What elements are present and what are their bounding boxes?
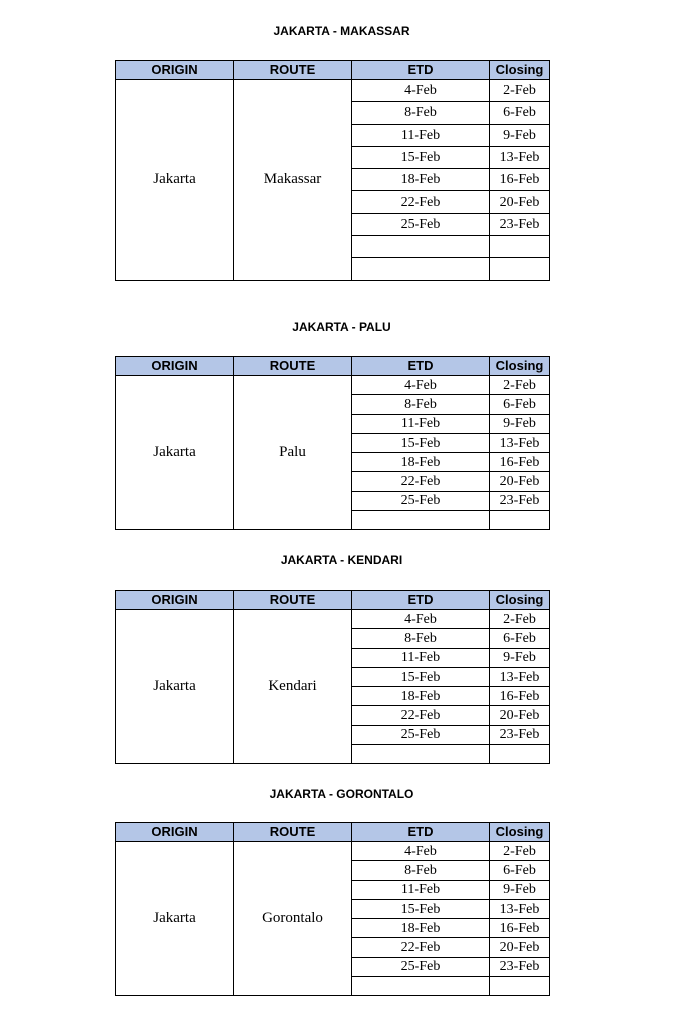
closing-cell: 20-Feb [490, 472, 550, 491]
section-title: JAKARTA - PALU [292, 320, 391, 334]
origin-cell: Jakarta [116, 80, 234, 281]
etd-cell: 25-Feb [352, 957, 490, 976]
closing-cell: 16-Feb [490, 919, 550, 938]
closing-cell: 6-Feb [490, 395, 550, 414]
etd-cell: 15-Feb [352, 667, 490, 686]
etd-cell [352, 745, 490, 764]
etd-cell: 4-Feb [352, 376, 490, 395]
etd-header: ETD [352, 823, 490, 842]
etd-cell: 8-Feb [352, 102, 490, 124]
etd-cell: 18-Feb [352, 169, 490, 191]
etd-cell: 8-Feb [352, 395, 490, 414]
closing-cell: 13-Feb [490, 146, 550, 168]
closing-cell: 20-Feb [490, 706, 550, 725]
closing-cell: 9-Feb [490, 414, 550, 433]
closing-cell: 20-Feb [490, 938, 550, 957]
etd-cell: 15-Feb [352, 899, 490, 918]
etd-cell: 18-Feb [352, 687, 490, 706]
closing-header: Closing [490, 357, 550, 376]
schedule-row [116, 80, 550, 102]
header-row [116, 823, 550, 842]
route-header: ROUTE [234, 823, 352, 842]
etd-cell: 8-Feb [352, 629, 490, 648]
schedule-table [115, 822, 550, 996]
schedule-table [115, 60, 550, 281]
etd-header: ETD [352, 61, 490, 80]
etd-cell: 11-Feb [352, 648, 490, 667]
schedule-table [115, 356, 550, 530]
route-header: ROUTE [234, 61, 352, 80]
closing-cell: 23-Feb [490, 491, 550, 510]
section-title: JAKARTA - GORONTALO [269, 787, 414, 801]
closing-cell: 9-Feb [490, 880, 550, 899]
route-cell: Makassar [234, 80, 352, 281]
closing-cell: 6-Feb [490, 629, 550, 648]
route-header: ROUTE [234, 357, 352, 376]
closing-cell: 6-Feb [490, 102, 550, 124]
etd-cell: 18-Feb [352, 453, 490, 472]
closing-cell [490, 511, 550, 530]
header-row [116, 357, 550, 376]
closing-cell: 20-Feb [490, 191, 550, 213]
closing-cell: 23-Feb [490, 213, 550, 235]
closing-header: Closing [490, 61, 550, 80]
etd-cell: 18-Feb [352, 919, 490, 938]
closing-cell: 13-Feb [490, 433, 550, 452]
etd-header: ETD [352, 357, 490, 376]
section-title: JAKARTA - MAKASSAR [273, 24, 410, 38]
schedule-table [115, 590, 550, 764]
closing-cell: 9-Feb [490, 124, 550, 146]
etd-cell [352, 977, 490, 996]
closing-cell [490, 977, 550, 996]
etd-cell [352, 511, 490, 530]
closing-cell: 16-Feb [490, 453, 550, 472]
schedule-row [116, 842, 550, 861]
etd-cell: 4-Feb [352, 610, 490, 629]
section-title: JAKARTA - KENDARI [280, 553, 403, 567]
closing-cell: 9-Feb [490, 648, 550, 667]
route-header: ROUTE [234, 591, 352, 610]
header-row [116, 591, 550, 610]
origin-cell: Jakarta [116, 610, 234, 764]
closing-cell: 13-Feb [490, 899, 550, 918]
route-cell: Palu [234, 376, 352, 530]
etd-cell [352, 258, 490, 280]
closing-cell [490, 745, 550, 764]
etd-cell: 15-Feb [352, 433, 490, 452]
route-cell: Gorontalo [234, 842, 352, 996]
etd-cell: 15-Feb [352, 146, 490, 168]
closing-header: Closing [490, 823, 550, 842]
header-row [116, 61, 550, 80]
etd-cell: 11-Feb [352, 880, 490, 899]
origin-cell: Jakarta [116, 376, 234, 530]
etd-cell: 11-Feb [352, 414, 490, 433]
closing-cell: 13-Feb [490, 667, 550, 686]
etd-cell: 22-Feb [352, 472, 490, 491]
origin-header: ORIGIN [116, 823, 234, 842]
closing-cell: 2-Feb [490, 610, 550, 629]
closing-cell: 16-Feb [490, 169, 550, 191]
closing-cell: 2-Feb [490, 376, 550, 395]
etd-cell: 4-Feb [352, 80, 490, 102]
closing-cell [490, 258, 550, 280]
etd-header: ETD [352, 591, 490, 610]
origin-header: ORIGIN [116, 61, 234, 80]
schedule-row [116, 610, 550, 629]
etd-cell: 4-Feb [352, 842, 490, 861]
etd-cell: 22-Feb [352, 706, 490, 725]
closing-cell: 16-Feb [490, 687, 550, 706]
closing-cell: 2-Feb [490, 842, 550, 861]
closing-cell: 23-Feb [490, 725, 550, 744]
etd-cell: 22-Feb [352, 191, 490, 213]
closing-cell: 6-Feb [490, 861, 550, 880]
route-cell: Kendari [234, 610, 352, 764]
closing-cell [490, 236, 550, 258]
etd-cell: 8-Feb [352, 861, 490, 880]
closing-header: Closing [490, 591, 550, 610]
closing-cell: 2-Feb [490, 80, 550, 102]
etd-cell: 25-Feb [352, 491, 490, 510]
origin-header: ORIGIN [116, 591, 234, 610]
origin-cell: Jakarta [116, 842, 234, 996]
etd-cell: 22-Feb [352, 938, 490, 957]
schedule-row [116, 376, 550, 395]
etd-cell [352, 236, 490, 258]
etd-cell: 11-Feb [352, 124, 490, 146]
origin-header: ORIGIN [116, 357, 234, 376]
etd-cell: 25-Feb [352, 725, 490, 744]
etd-cell: 25-Feb [352, 213, 490, 235]
closing-cell: 23-Feb [490, 957, 550, 976]
